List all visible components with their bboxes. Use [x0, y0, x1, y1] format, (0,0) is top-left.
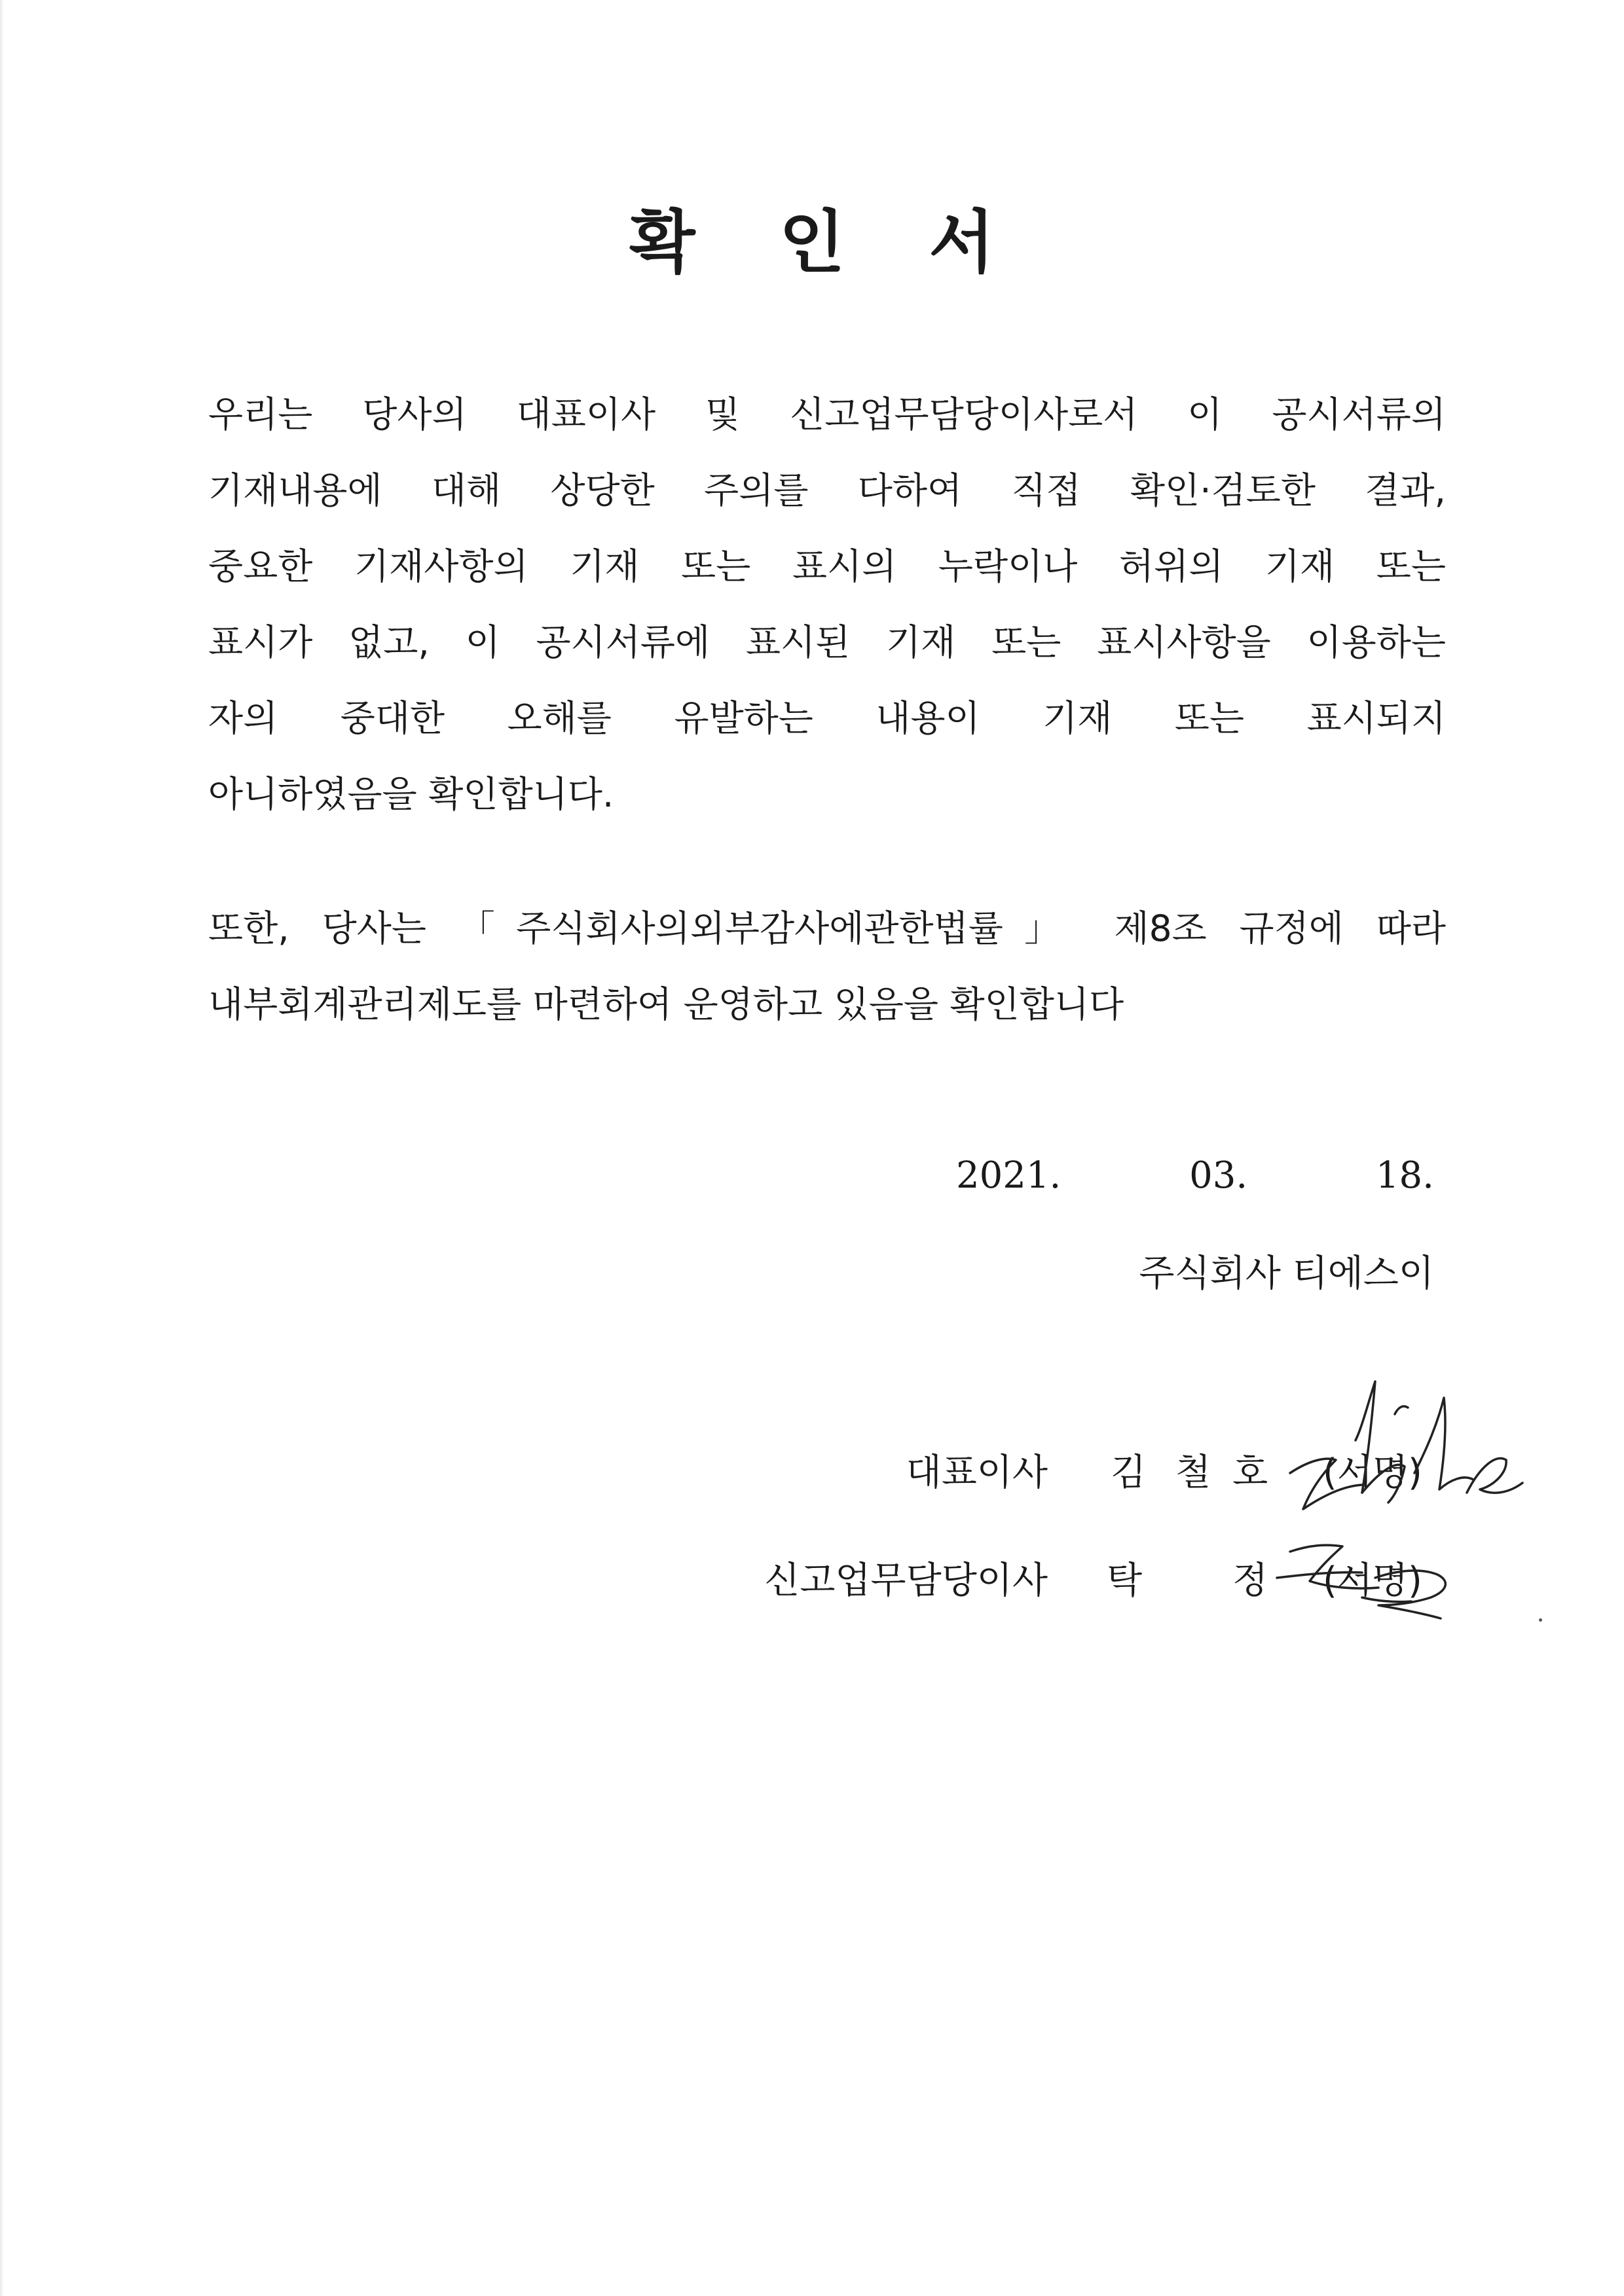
signatory-name-char: 김: [1111, 1451, 1147, 1494]
company-name: 주식회사 티에스이: [1139, 1252, 1434, 1295]
date-year: 2021.: [956, 1154, 1061, 1197]
director-signature: [1277, 1545, 1445, 1618]
scan-edge-shadow: [0, 0, 4, 2296]
paragraph-line: 또한, 당사는 「주식회사의외부감사에관한법률」 제8조 규정에 따라: [208, 907, 1446, 949]
scan-speck: [1539, 1618, 1542, 1622]
signatory-name-char: 정: [1232, 1559, 1268, 1602]
signatory-role: 대표이사: [906, 1451, 1048, 1494]
signatory-name-char: 탁: [1107, 1559, 1143, 1602]
document-title: 확 인 서: [629, 202, 1025, 282]
ceo-signature: [1290, 1381, 1522, 1509]
paragraph-line: 아니하였음을 확인합니다.: [208, 773, 614, 815]
paragraph-line: 우리는 당사의 대표이사 및 신고업무담당이사로서 이 공시서류의: [208, 393, 1446, 435]
document-date: [956, 1154, 1434, 1197]
paragraph-line: 기재내용에 대해 상당한 주의를 다하여 직접 확인·검토한 결과,: [208, 469, 1446, 511]
internal-control-paragraph: [208, 890, 1446, 1042]
paragraph-line: 내부회계관리제도를 마련하여 운영하고 있음을 확인합니다: [208, 983, 1124, 1025]
signatory-name-char: 호: [1232, 1451, 1268, 1494]
paragraph-line: 표시가 없고, 이 공시서류에 표시된 기재 또는 표시사항을 이용하는: [208, 621, 1446, 663]
handwritten-signatures: [1264, 1362, 1539, 1637]
confirmation-paragraph: [208, 376, 1446, 832]
signatory-role: 신고업무담당이사: [764, 1559, 1048, 1602]
date-day: 18.: [1375, 1154, 1434, 1197]
signature-label: (서명): [1323, 1451, 1422, 1494]
signature-label: (서명): [1323, 1559, 1422, 1602]
paragraph-line: 중요한 기재사항의 기재 또는 표시의 누락이나 허위의 기재 또는: [208, 545, 1446, 587]
paragraph-line: 자의 중대한 오해를 유발하는 내용이 기재 또는 표시되지: [208, 697, 1446, 739]
date-month: 03.: [1189, 1154, 1248, 1197]
signatory-name-char: 철: [1175, 1451, 1211, 1494]
